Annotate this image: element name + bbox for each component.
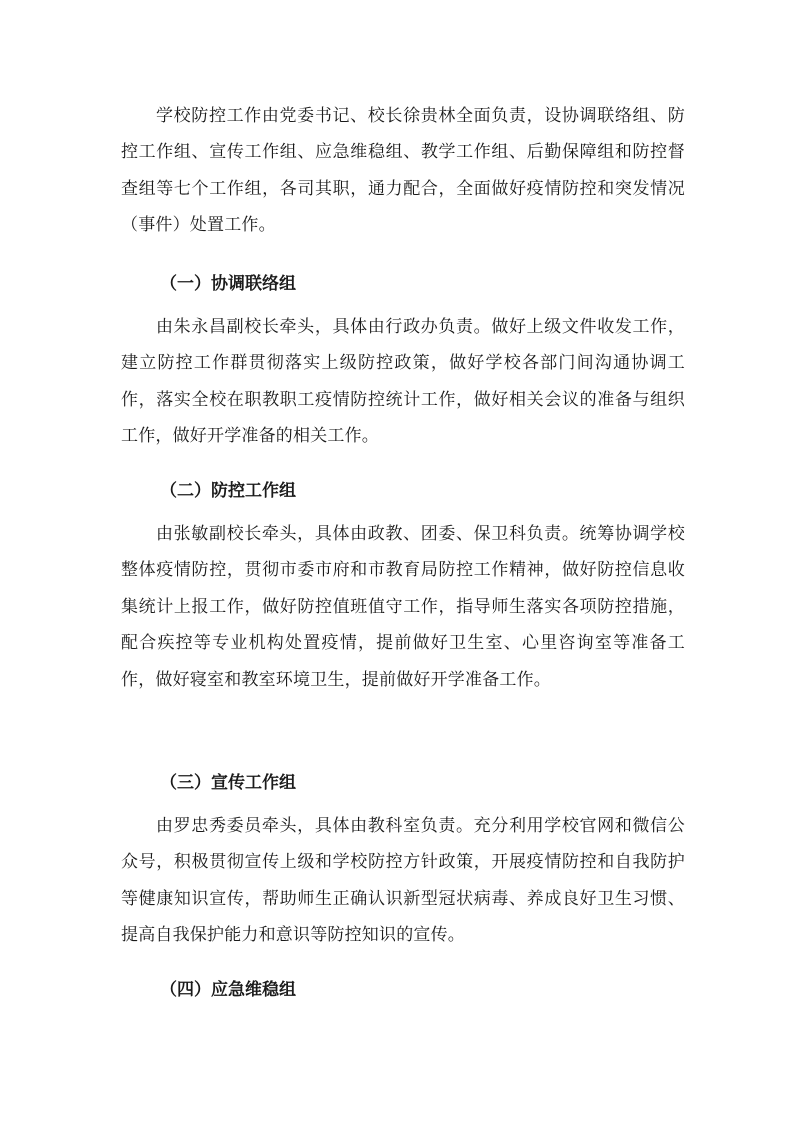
section-2-heading-block [121,473,685,509]
section-body-prevention: 由张敏副校长牵头，具体由政教、团委、保卫科负责。统筹协调学校整体疫情防控，贯彻市委市府和市教育局防控工作精神，做好防控信息收集统计上报工作，做好防控值班值守工作，指导师生落实各项防控措施，配合疾控等专业机构处置疫情，提前做好卫生室、心里咨询室等准备工作，做好寝室和教室环境卫生，提前做好开学准备工作。 [121,524,685,690]
section-1-body-block [121,309,685,455]
section-heading-coordination: （一）协调联络组 [160,274,296,294]
section-4-heading-block [121,972,685,1008]
section-3-heading-block [121,765,685,801]
section-heading-prevention: （二）防控工作组 [160,481,296,501]
section-heading-publicity: （三）宣传工作组 [160,773,296,793]
section-body-publicity: 由罗忠秀委员牵头，具体由教科室负责。充分利用学校官网和微信公众号，积极贯彻宣传上级和学校防控方针政策，开展疫情防控和自我防护等健康知识宣传，帮助师生正确认识新型冠状病毒、养成良好卫生习惯、提高自我保护能力和意识等防控知识的宣传。 [121,816,685,946]
section-body-coordination: 由朱永昌副校长牵头，具体由行政办负责。做好上级文件收发工作，建立防控工作群贯彻落实上级防控政策，做好学校各部门间沟通协调工作，落实全校在职教职工疫情防控统计工作，做好相关会议的准备与组织工作，做好开学准备的相关工作。 [121,317,685,447]
section-1-heading-block [121,266,685,302]
section-2-body-block [121,516,685,698]
intro-paragraph-block [121,98,685,244]
section-heading-emergency: （四）应急维稳组 [160,980,296,1000]
intro-paragraph: 学校防控工作由党委书记、校长徐贵林全面负责，设协调联络组、防控工作组、宣传工作组、应急维稳组、教学工作组、后勤保障组和防控督查组等七个工作组，各司其职，通力配合，全面做好疫情防控和突发情况（事件）处置工作。 [121,106,685,236]
section-3-body-block [121,808,685,954]
